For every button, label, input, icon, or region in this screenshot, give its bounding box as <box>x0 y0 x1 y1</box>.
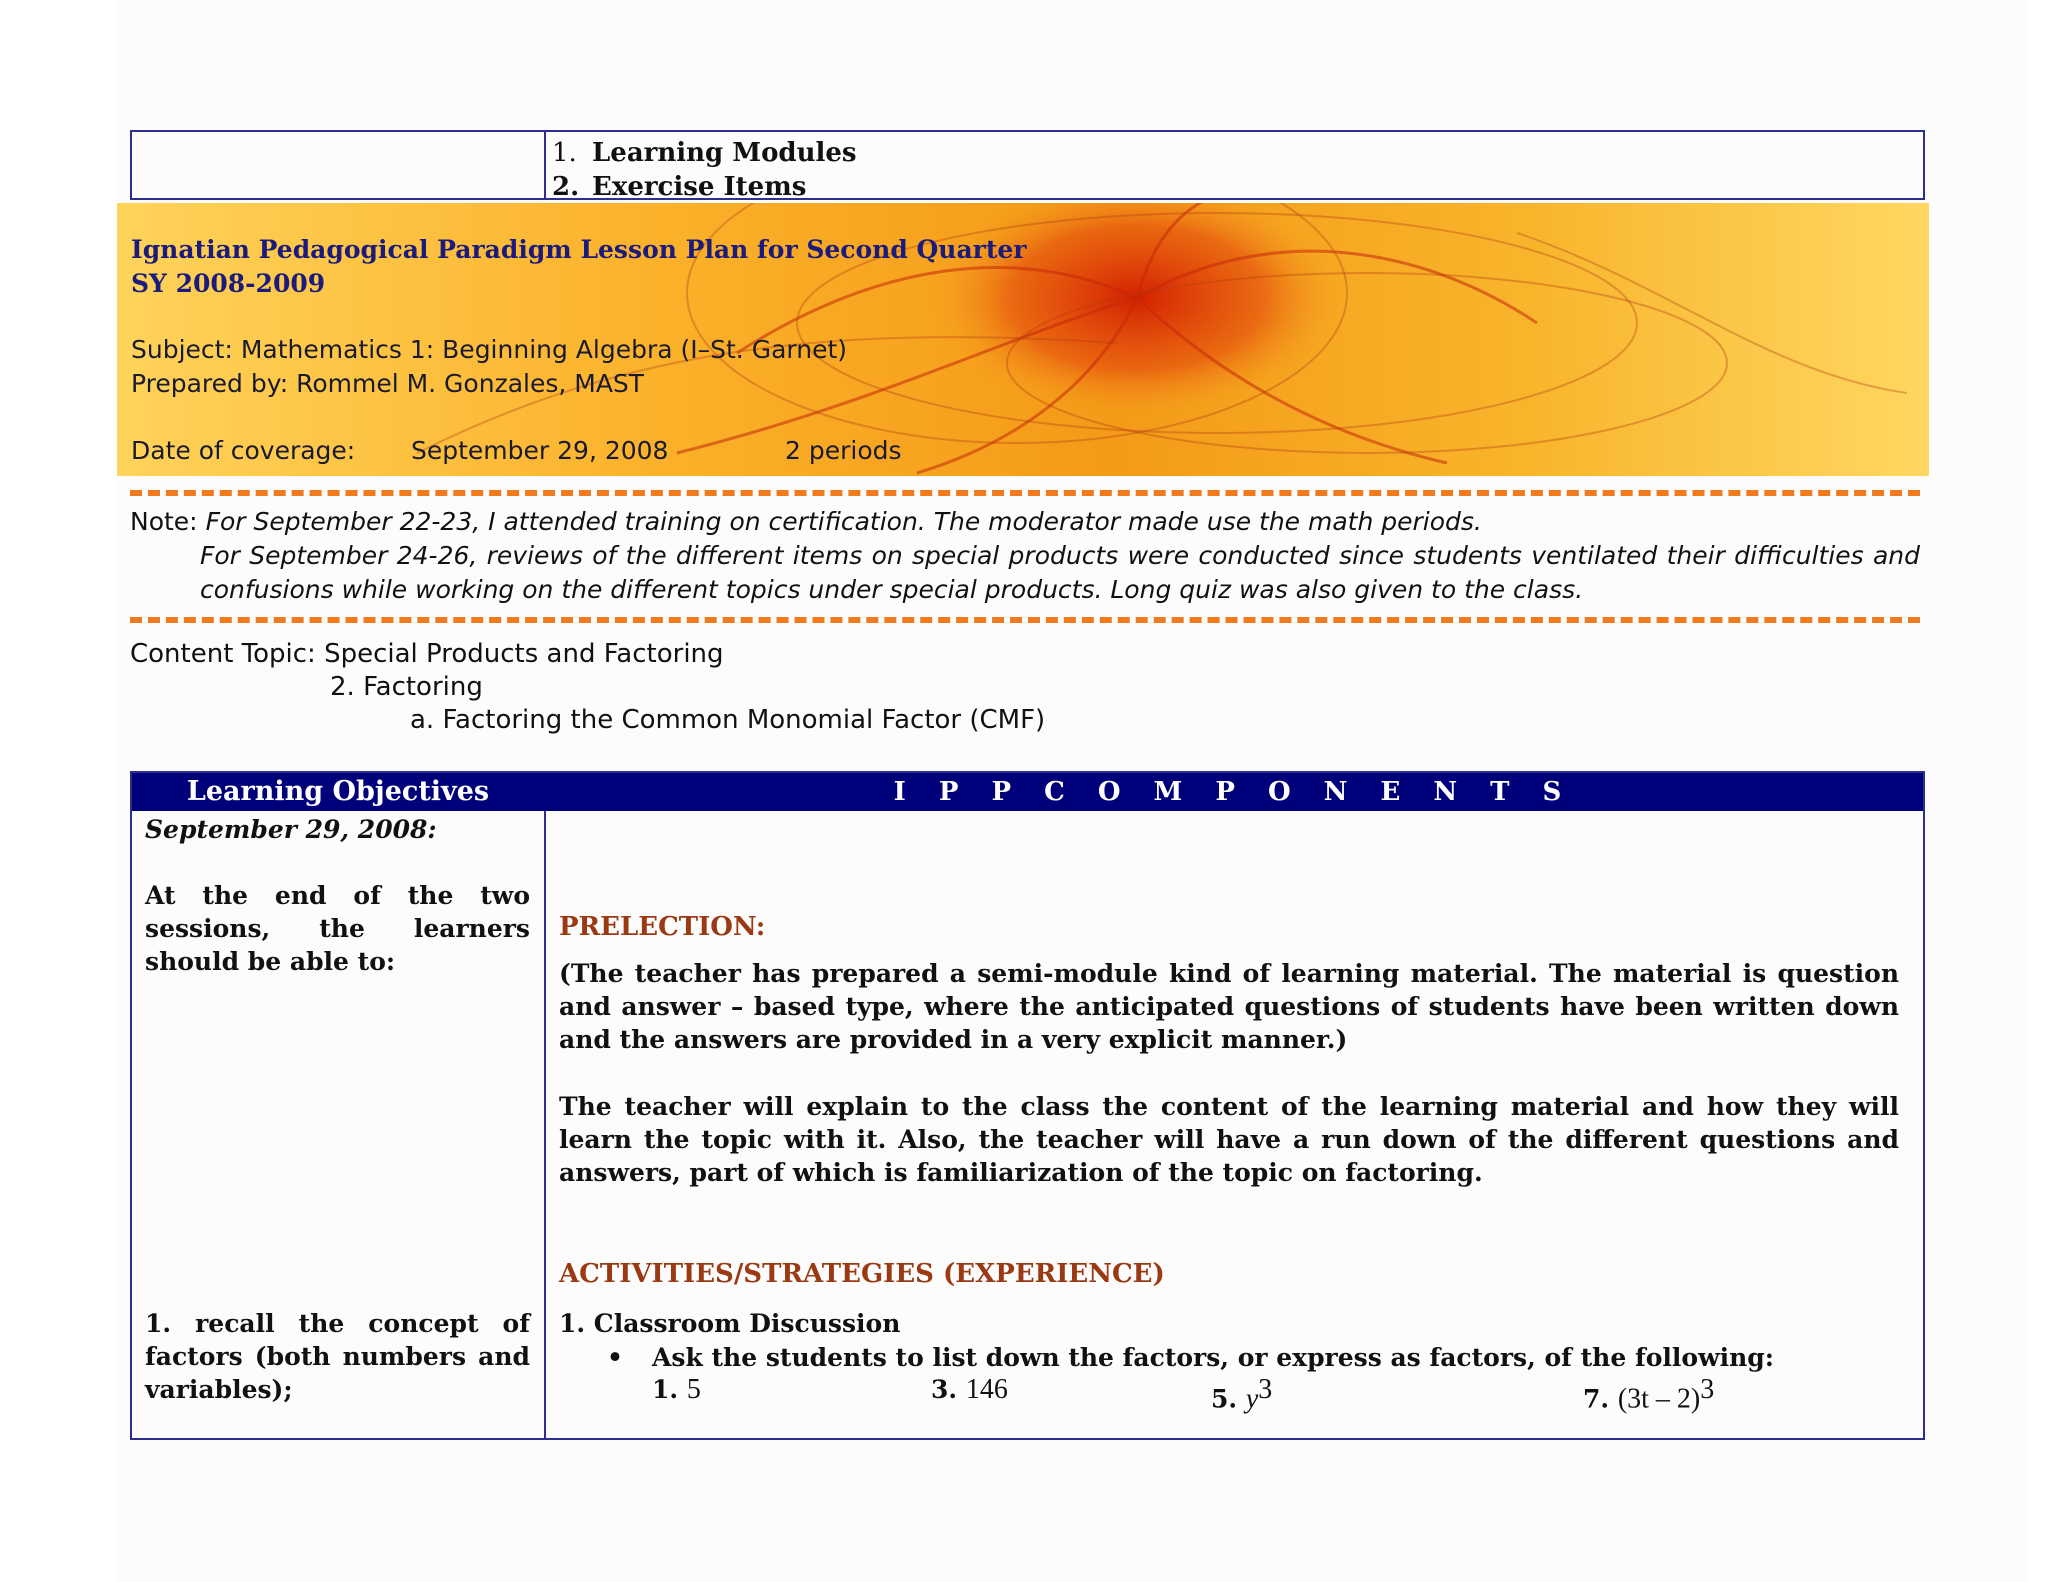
prelection-paragraph-2: The teacher will explain to the class the content of the learning material and how they will learn the topic with it. Also, the teacher will have a run down of the different questions and answers, part of which is familiarization of the topic on factoring. <box>559 1092 1899 1187</box>
content-topic: Content Topic: Special Products and Factoring 2. Factoring a. Factoring the Common Monomial Factor (CMF) <box>130 639 1046 735</box>
activities-heading: ACTIVITIES/STRATEGIES (EXPERIENCE) <box>559 1259 1165 1289</box>
objectives-header: Learning Objectives <box>186 776 490 807</box>
list-item: 1. Learning Modules <box>552 138 857 168</box>
exercise-list <box>559 1373 1899 1413</box>
objective-1: 1. recall the concept of factors (both numbers and variables); <box>145 1309 530 1404</box>
dashed-separator <box>130 617 1920 623</box>
discussion-item: 1. Classroom Discussion <box>559 1309 901 1338</box>
table-header <box>132 773 1923 811</box>
exercise-item: 1. 5 <box>652 1374 701 1405</box>
session-date: September 29, 2008: <box>145 815 437 844</box>
column-divider <box>544 132 546 198</box>
dashed-separator <box>130 490 1920 496</box>
prelection-heading: PRELECTION: <box>559 912 766 942</box>
exercise-item: 7. (3t – 2)$^3$ <box>1583 1374 1715 1415</box>
prelection-paragraph-1: (The teacher has prepared a semi-module kind of learning material. The material is question and answer – based type, where the anticipated questions of students have been written down and the answers are provided in a very explicit manner.) <box>559 959 1899 1054</box>
note-line-1: Note: For September 22-23, I attended training on certification. The moderator made use the math periods. <box>130 507 1482 536</box>
banner-text <box>131 233 1026 468</box>
ipp-components-header: I P P C O M P O N E N T S <box>893 777 1574 807</box>
materials-list <box>552 136 857 204</box>
header-banner <box>117 203 1929 476</box>
continued-table <box>130 130 1925 200</box>
prepared-by-line: Prepared by: Rommel M. Gonzales, MAST <box>131 369 645 398</box>
objectives-column <box>145 813 530 978</box>
note-line-2: For September 24-26, reviews of the different items on special products were conducted since students ventilated their difficulties and confusions while working on the different topics under special products. Long quiz was also given to the class. <box>200 541 1920 604</box>
school-year: SY 2008-2009 <box>131 269 326 298</box>
bullet-item: • Ask the students to list down the factors, or express as factors, of the following: <box>607 1343 1774 1372</box>
coverage-line: Date of coverage: September 29, 2008 2 periods <box>131 436 902 465</box>
note-block <box>130 505 1920 607</box>
exercise-item: 3. 146 <box>931 1374 1008 1405</box>
subject-line: Subject: Mathematics 1: Beginning Algebra (I–St. Garnet) <box>131 335 848 364</box>
objectives-intro: At the end of the two sessions, the learners should be able to: <box>145 881 530 976</box>
plan-title: Ignatian Pedagogical Paradigm Lesson Plan for Second Quarter <box>131 235 1027 264</box>
lesson-table <box>130 771 1925 1440</box>
bullet-icon: • <box>607 1343 623 1372</box>
exercise-item: 5. $y^3$ <box>1211 1374 1273 1415</box>
list-item: 2. Exercise Items <box>552 172 807 202</box>
column-divider <box>544 811 546 1438</box>
